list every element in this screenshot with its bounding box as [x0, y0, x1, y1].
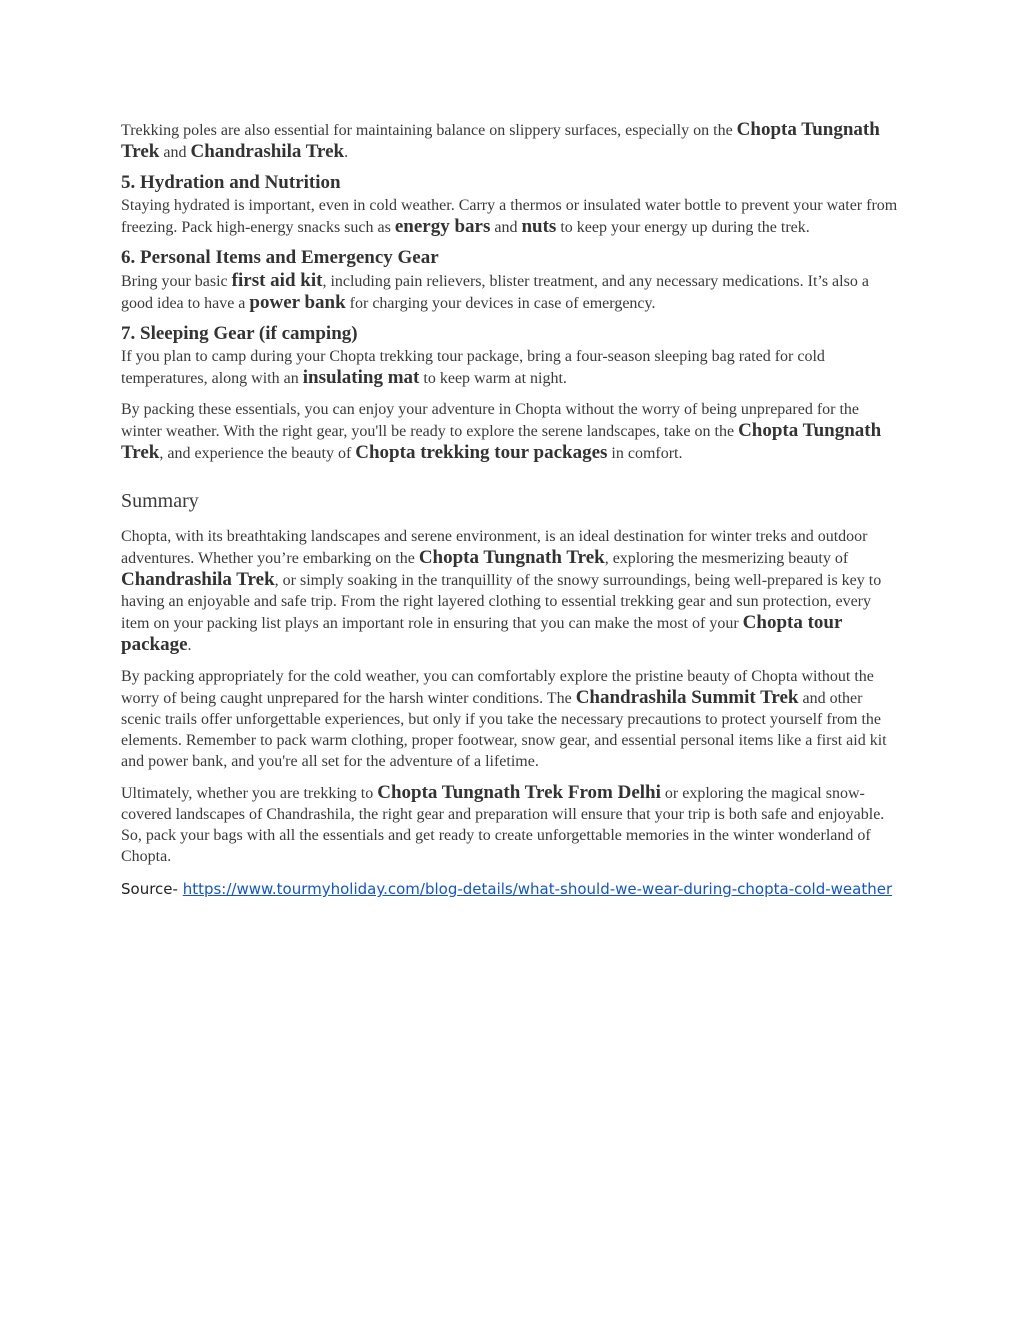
paragraph-trekking-poles: Trekking poles are also essential for maintaining balance on slippery surfaces, especially on the Chopta Tungnath Trek and Chandrashila Trek.	[121, 119, 880, 162]
paragraph-summary-3: Ultimately, whether you are trekking to Chopta Tungnath Trek From Delhi or exploring the magical snow-covered landscapes of Chandrashila, the right gear and preparation will ensure that your trip is both safe and enjoyable. So, pack your bags with all the essentials and get ready to create unforgettable memories in the winter wonderland of Chopta.	[121, 782, 885, 865]
keyword-chandrashila-summit-trek: Chandrashila Summit Trek	[575, 687, 799, 708]
paragraph-personal-items: Bring your basic first aid kit, including pain relievers, blister treatment, and any necessary medications. It’s also a good idea to have a power bank for charging your devices in case of emergency.	[121, 270, 869, 313]
keyword-nuts: nuts	[521, 216, 557, 237]
keyword-insulating-mat: insulating mat	[302, 367, 420, 388]
keyword-chopta-tungnath-trek: Chopta Tungnath Trek	[121, 119, 880, 162]
keyword-chopta-tungnath-trek-from-delhi: Chopta Tungnath Trek From Delhi	[377, 782, 661, 803]
paragraph-sleeping-gear: If you plan to camp during your Chopta trekking tour package, bring a four-season sleeping bag rated for cold temperatures, along with an insulating mat to keep warm at night.	[121, 348, 825, 388]
source-citation	[121, 877, 901, 901]
keyword-energy-bars: energy bars	[394, 216, 491, 237]
keyword-power-bank: power bank	[249, 292, 346, 313]
keyword-chopta-tour-package: Chopta tour package	[121, 612, 843, 655]
keyword-chandrashila-trek: Chandrashila Trek	[121, 569, 275, 590]
keyword-chopta-tungnath-trek: Chopta Tungnath Trek	[121, 420, 882, 463]
paragraph-hydration: Staying hydrated is important, even in cold weather. Carry a thermos or insulated water bottle to prevent your water from freezing. Pack high-energy snacks such as energy bars and nuts to keep your energy up during the trek.	[121, 197, 898, 237]
paragraph-packing-essentials: By packing these essentials, you can enjoy your adventure in Chopta without the worry of being unprepared for the winter weather. With the right gear, you'll be ready to explore the serene landscapes, take on the Chopta Tungnath Trek, and experience the beauty of Chopta trekking tour packages in comfort.	[121, 401, 882, 463]
paragraph-summary-1: Chopta, with its breathtaking landscapes and serene environment, is an ideal destination for winter treks and outdoor adventures. Whether you’re embarking on the Chopta Tungnath Trek, exploring the mesmerizing beauty of Chandrashila Trek, or simply soaking in the tranquillity of the snowy surroundings, being well-prepared is key to having an enjoyable and safe trip. From the right layered clothing to essential trekking gear and sun protection, every item on your packing list plays an important role in ensuring that you can make the most of your Chopta tour package.	[121, 528, 882, 655]
paragraph-summary-2: By packing appropriately for the cold weather, you can comfortably explore the pristine beauty of Chopta without the worry of being caught unprepared for the harsh winter conditions. The Chandrashila Summit Trek and other scenic trails offer unforgettable experiences, but only if you take the necessary precautions to protect yourself from the elements. Remember to pack warm clothing, proper footwear, snow gear, and essential personal items like a first aid kit and power bank, and you're all set for the adventure of a lifetime.	[121, 668, 887, 770]
source-label: Source-	[121, 880, 183, 898]
heading-hydration: 5. Hydration and Nutrition	[121, 172, 341, 193]
document-body	[121, 119, 901, 901]
heading-sleeping-gear: 7. Sleeping Gear (if camping)	[121, 323, 358, 344]
heading-personal-items: 6. Personal Items and Emergency Gear	[121, 247, 439, 268]
source-link[interactable]: https://www.tourmyholiday.com/blog-details/what-should-we-wear-during-chopta-cold-weather	[182, 880, 893, 898]
keyword-chandrashila-trek: Chandrashila Trek	[190, 141, 345, 162]
keyword-chopta-trekking-tour-packages: Chopta trekking tour packages	[355, 442, 608, 463]
keyword-chopta-tungnath-trek: Chopta Tungnath Trek	[418, 547, 605, 568]
keyword-first-aid-kit: first aid kit	[231, 270, 323, 291]
heading-summary: Summary	[121, 490, 199, 512]
